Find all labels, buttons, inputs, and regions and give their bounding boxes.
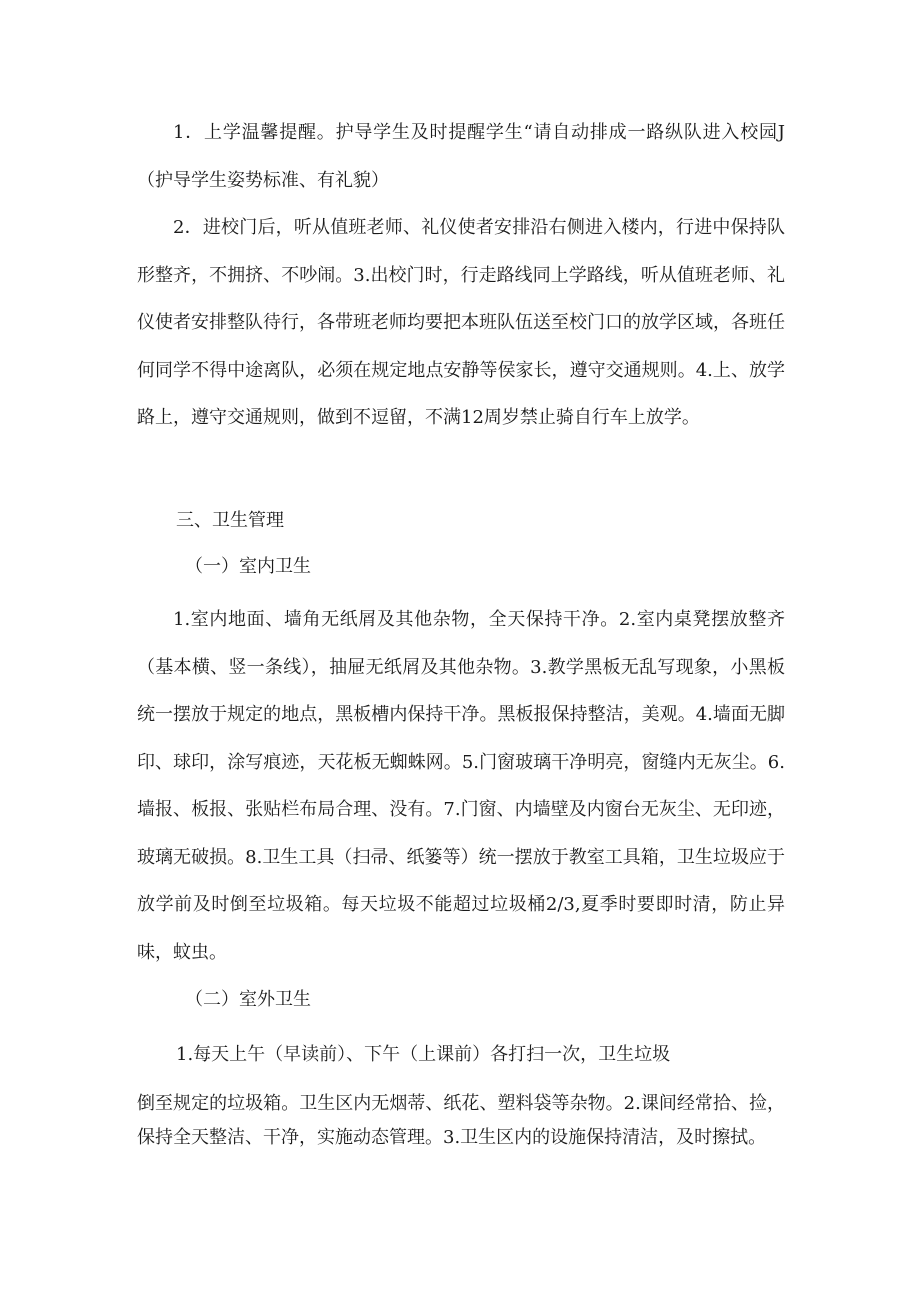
paragraph-outdoor-hygiene-rules: 倒至规定的垃圾箱。卫生区内无烟蒂、纸花、塑料袋等杂物。2.课间经常拾、捡，保持全天整洁、干净，实施动态管理。3.卫生区内的设施保持清洁，及时擦拭。 — [137, 1093, 785, 1148]
heading-indoor-hygiene: （一）室内卫生 — [185, 556, 311, 577]
paragraph-indoor-hygiene-rules: 1.室内地面、墙角无纸屑及其他杂物，全天保持干净。2.室内桌凳摆放整齐（基本横、竖一条线），抽屉无纸屑及其他杂物。3.教学黑板无乱写现象，小黑板统一摆放于规定的地点，黑板槽内保持干净。黑板报保持整洁，美观。4.墙面无脚印、球印，涂写痕迹，天花板无蜘蛛网。5.门窗玻璃干净明亮，窗缝内无灰尘。6.墙报、板报、张贴栏布局合理、没有。7.门窗、内墙壁及内窗台无灰尘、无印迹，玻璃无破损。8.卫生工具（扫帚、纸篓等）统一摆放于教室工具箱，卫生垃圾应于放学前及时倒至垃圾箱。每天垃圾不能超过垃圾桶2/3,夏季时要即时清，防止异味，蚊虫。 — [137, 609, 785, 963]
paragraph-outdoor-cleaning-schedule: 1.每天上午（早读前）、下午（上课前）各打扫一次，卫生垃圾 — [176, 1044, 671, 1065]
heading-outdoor-hygiene: （二）室外卫生 — [185, 989, 311, 1010]
paragraph-entering-and-leaving-school: 2．进校门后，听从值班老师、礼仪使者安排沿右侧进入楼内，行进中保持队形整齐，不拥挤、不吵闹。3.出校门时，行走路线同上学路线，听从值班老师、礼仪使者安排整队待行，各带班老师均要把本班队伍送至校门口的放学区域，各班任何同学不得中途离队，必须在规定地点安静等侯家长，遵守交通规则。4.上、放学路上，遵守交通规则，做到不逗留，不满12周岁禁止骑自行车上放学。 — [137, 217, 785, 428]
paragraph-school-arrival-reminder: 1．上学温馨提醒。护导学生及时提醒学生“请自动排成一路纵队进入校园J（护导学生姿势标准、有礼貌） — [137, 122, 785, 191]
heading-hygiene-management: 三、卫生管理 — [176, 510, 284, 531]
